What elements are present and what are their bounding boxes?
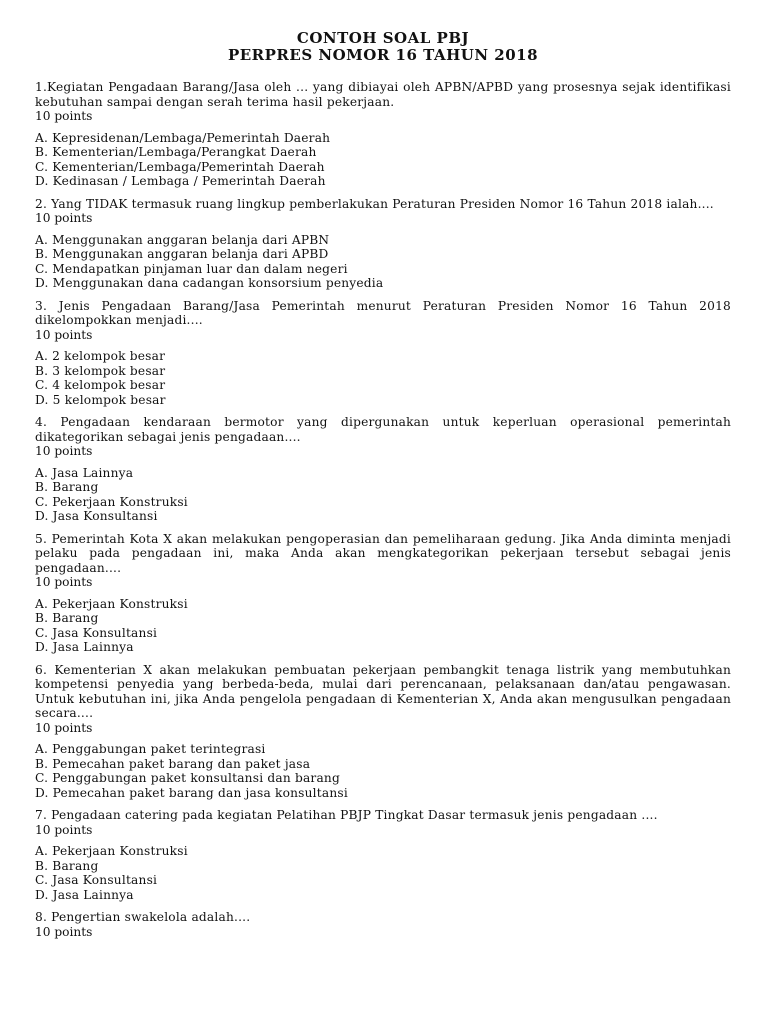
answer-option: A. Kepresidenan/Lembaga/Pemerintah Daerah bbox=[35, 130, 331, 145]
answer-option: C. Pekerjaan Konstruksi bbox=[35, 494, 188, 509]
question-text: 7. Pengadaan catering pada kegiatan Pelatihan PBJP Tingkat Dasar termasuk jenis pengadaan .... bbox=[35, 808, 658, 822]
question-text: 5. Pemerintah Kota X akan melakukan pengoperasian dan pemeliharaan gedung. Jika Anda diminta menjadi pelaku pada pengadaan ini, maka Anda akan mengkategorikan pekerjaan tersebut sebagai jenis pengadaan.... bbox=[35, 531, 731, 575]
answer-option: B. Menggunakan anggaran belanja dari APBD bbox=[35, 247, 329, 261]
document-subtitle: PERPRES NOMOR 16 TAHUN 2018 bbox=[227, 46, 539, 64]
answer-options bbox=[35, 597, 731, 655]
answer-option: B. Pemecahan paket barang dan paket jasa bbox=[35, 756, 311, 771]
answer-option: B. Barang bbox=[35, 858, 99, 873]
question-text: 8. Pengertian swakelola adalah.... bbox=[35, 910, 251, 924]
question-points: 10 points bbox=[35, 720, 93, 735]
answer-option: B. 3 kelompok besar bbox=[35, 363, 166, 378]
question-text: 6. Kementerian X akan melakukan pembuatan pekerjaan pembangkit tenaga listrik yang membutuhkan kompetensi penyedia yang berbeda-beda, mulai dari perencanaan, pelaksanaan dan/atau pengawasan. Untuk kebutuhan ini, jika Anda pengelola pengadaan di Kementerian X, Anda akan mengusulkan pengadaan secara.... bbox=[35, 662, 731, 720]
document-title: CONTOH SOAL PBJ bbox=[296, 29, 470, 47]
question-points: 10 points bbox=[35, 444, 93, 458]
answer-option: A. Penggabungan paket terintegrasi bbox=[35, 742, 266, 756]
question-item bbox=[35, 808, 731, 902]
question-list bbox=[35, 80, 731, 939]
question-item bbox=[35, 910, 731, 939]
answer-option: C. Jasa Konsultansi bbox=[35, 625, 158, 640]
question-points: 10 points bbox=[35, 327, 93, 342]
document-page bbox=[35, 30, 731, 947]
answer-option: C. Kementerian/Lembaga/Pemerintah Daerah bbox=[35, 159, 325, 174]
answer-option: A. 2 kelompok besar bbox=[35, 349, 166, 363]
answer-option: C. Mendapatkan pinjaman luar dan dalam negeri bbox=[35, 261, 348, 276]
answer-option: A. Jasa Lainnya bbox=[35, 465, 134, 480]
answer-option: A. Pekerjaan Konstruksi bbox=[35, 844, 188, 858]
answer-option: C. 4 kelompok besar bbox=[35, 378, 166, 392]
question-points: 10 points bbox=[35, 109, 93, 123]
answer-options bbox=[35, 466, 731, 524]
answer-option: A. Pekerjaan Konstruksi bbox=[35, 596, 188, 611]
answer-option: D. Jasa Konsultansi bbox=[35, 509, 158, 523]
answer-option: C. Jasa Konsultansi bbox=[35, 873, 158, 887]
question-item bbox=[35, 663, 731, 801]
question-points: 10 points bbox=[35, 924, 93, 939]
answer-option: D. Jasa Lainnya bbox=[35, 640, 134, 654]
answer-options bbox=[35, 233, 731, 291]
answer-option: D. Menggunakan dana cadangan konsorsium penyedia bbox=[35, 276, 384, 290]
document-header bbox=[35, 30, 731, 64]
answer-option: D. Kedinasan / Lembaga / Pemerintah Daerah bbox=[35, 174, 326, 188]
answer-option: B. Kementerian/Lembaga/Perangkat Daerah bbox=[35, 145, 317, 159]
question-item bbox=[35, 197, 731, 291]
answer-option: D. Pemecahan paket barang dan jasa konsultansi bbox=[35, 785, 348, 800]
answer-options bbox=[35, 742, 731, 800]
question-item bbox=[35, 80, 731, 189]
question-item bbox=[35, 532, 731, 655]
answer-options bbox=[35, 349, 731, 407]
answer-options bbox=[35, 844, 731, 902]
answer-option: A. Menggunakan anggaran belanja dari APBN bbox=[35, 232, 330, 247]
question-text: 1.Kegiatan Pengadaan Barang/Jasa oleh ... yang dibiayai oleh APBN/APBD yang prosesnya sejak identifikasi kebutuhan sampai dengan serah terima hasil pekerjaan. bbox=[35, 80, 731, 109]
question-item bbox=[35, 299, 731, 408]
question-text: 2. Yang TIDAK termasuk ruang lingkup pemberlakukan Peraturan Presiden Nomor 16 Tahun 2018 ialah.... bbox=[35, 196, 714, 211]
question-item bbox=[35, 415, 731, 524]
answer-option: C. Penggabungan paket konsultansi dan barang bbox=[35, 771, 340, 785]
answer-option: B. Barang bbox=[35, 611, 99, 625]
question-points: 10 points bbox=[35, 211, 93, 225]
question-text: 3. Jenis Pengadaan Barang/Jasa Pemerintah menurut Peraturan Presiden Nomor 16 Tahun 2018 dikelompokkan menjadi.... bbox=[35, 298, 731, 327]
answer-option: B. Barang bbox=[35, 480, 99, 494]
answer-options bbox=[35, 131, 731, 189]
question-points: 10 points bbox=[35, 822, 93, 837]
answer-option: D. Jasa Lainnya bbox=[35, 887, 134, 902]
answer-option: D. 5 kelompok besar bbox=[35, 392, 166, 407]
question-points: 10 points bbox=[35, 575, 93, 589]
question-text: 4. Pengadaan kendaraan bermotor yang dipergunakan untuk keperluan operasional pemerintah dikategorikan sebagai jenis pengadaan.... bbox=[35, 415, 731, 444]
